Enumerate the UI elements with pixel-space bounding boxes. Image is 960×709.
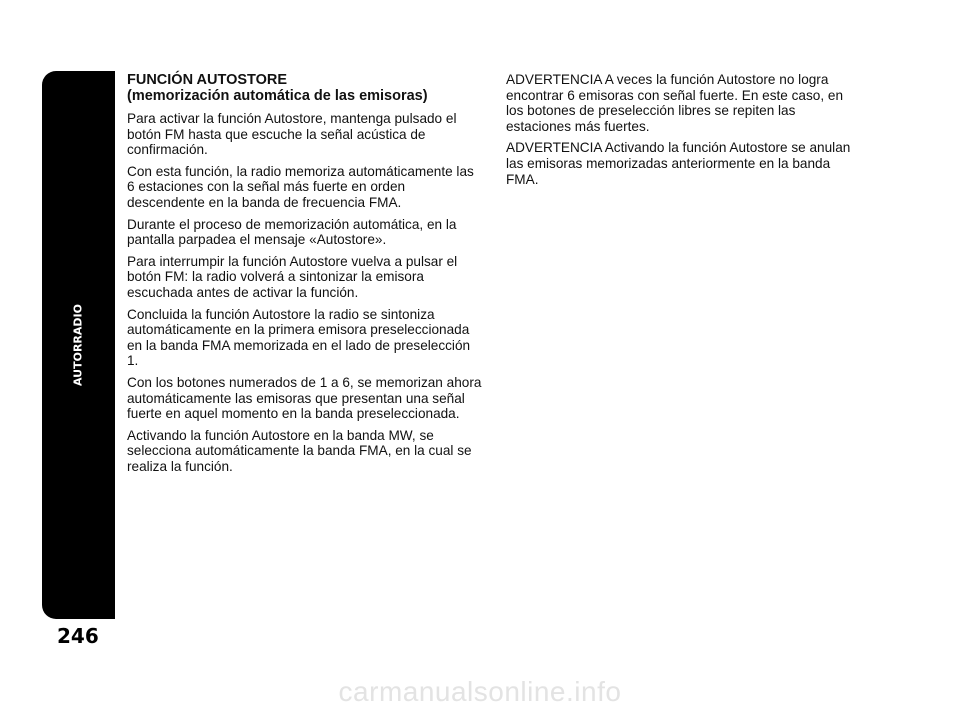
paragraph: Con los botones numerados de 1 a 6, se memorizan ahora automáticamente las emisoras que presentan una señal fuerte en aquel momento en la banda preseleccionada. bbox=[127, 374, 482, 422]
heading-line-1: FUNCIÓN AUTOSTORE bbox=[127, 72, 288, 88]
paragraph: Durante el proceso de memorización automática, en la pantalla parpadea el mensaje «Autostore». bbox=[127, 216, 457, 248]
page-number: 246 bbox=[57, 624, 99, 648]
paragraph: Para interrumpir la función Autostore vuelva a pulsar el botón FM: la radio volverá a sintonizar la emisora escuchada antes de activar la función. bbox=[127, 253, 458, 300]
section-label: AUTORRADIO bbox=[71, 304, 85, 386]
watermark: carmanualsonline.info bbox=[338, 676, 622, 707]
paragraph: Con esta función, la radio memoriza automáticamente las 6 estaciones con la señal más fuerte en orden descendente en la banda de frecuencia FMA. bbox=[127, 163, 474, 210]
warning-paragraph: ADVERTENCIA Activando la función Autostore se anulan las emisoras memorizadas anteriormente en la banda FMA. bbox=[506, 140, 851, 187]
left-column bbox=[127, 72, 483, 480]
section-heading bbox=[127, 72, 483, 104]
warning-paragraph: ADVERTENCIA A veces la función Autostore no logra encontrar 6 emisoras con señal fuerte. En este caso, en los botones de preselección libres se repiten las estaciones más fuertes. bbox=[506, 72, 844, 134]
paragraph: Para activar la función Autostore, mantenga pulsado el botón FM hasta que escuche la señal acústica de confirmación. bbox=[127, 111, 457, 158]
heading-line-2: (memorización automática de las emisoras) bbox=[127, 88, 428, 104]
right-column bbox=[506, 72, 858, 193]
paragraph: Activando la función Autostore en la banda MW, se selecciona automáticamente la banda FMA, en la cual se realiza la función. bbox=[127, 427, 472, 474]
paragraph: Concluida la función Autostore la radio se sintoniza automáticamente en la primera emisora preseleccionada en la banda FMA memorizada en el lado de preselección 1. bbox=[127, 306, 471, 369]
